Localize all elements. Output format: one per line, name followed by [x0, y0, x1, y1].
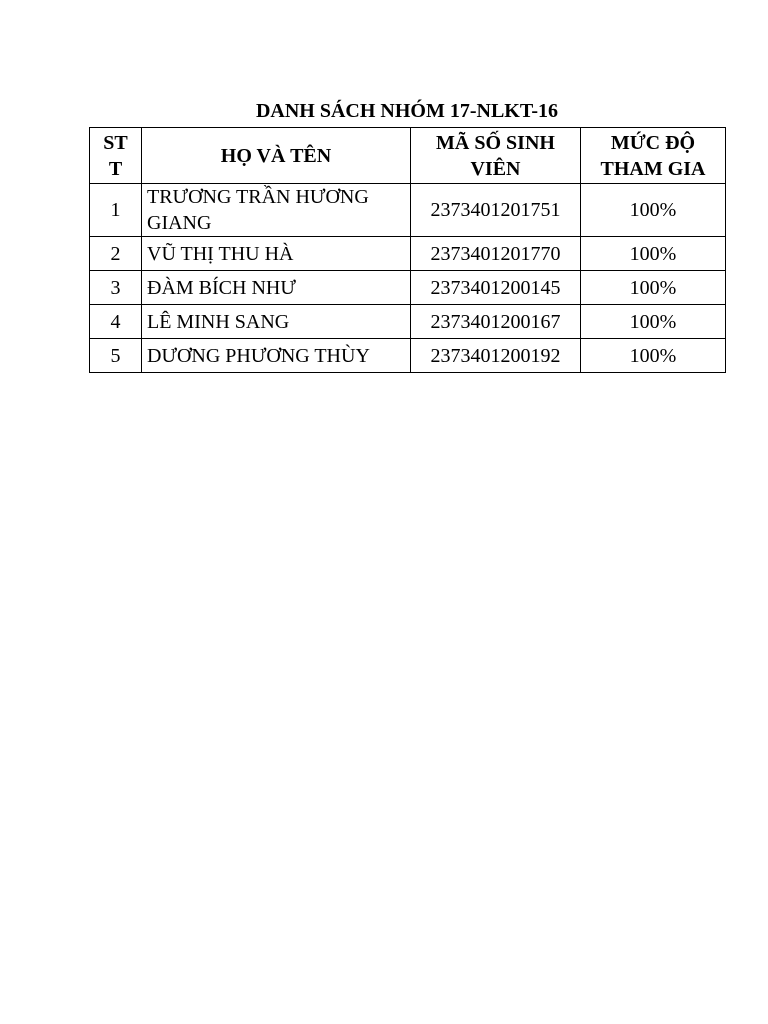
cell-name: LÊ MINH SANG	[142, 305, 411, 339]
cell-stt: 3	[90, 271, 142, 305]
cell-student-id: 2373401201751	[411, 184, 581, 237]
cell-participation: 100%	[581, 184, 726, 237]
cell-participation: 100%	[581, 305, 726, 339]
table-row	[90, 339, 726, 373]
header-name	[142, 128, 411, 184]
cell-name-line1: TRƯƠNG TRẦN HƯƠNG	[147, 186, 369, 208]
cell-stt: 1	[90, 184, 142, 237]
cell-name: VŨ THỊ THU HÀ	[142, 237, 411, 271]
cell-participation: 100%	[581, 237, 726, 271]
header-participation-line1: MỨC ĐỘ	[610, 131, 696, 154]
table-row	[90, 271, 726, 305]
header-student-id-line1: MÃ SỐ SINH	[436, 131, 555, 154]
cell-name: ĐÀM BÍCH NHƯ	[142, 271, 411, 305]
header-participation-line2: THAM GIA	[600, 157, 706, 180]
header-student-id	[411, 128, 581, 184]
header-row	[90, 128, 726, 184]
header-stt	[90, 128, 142, 184]
cell-stt: 4	[90, 305, 142, 339]
table-row	[90, 184, 726, 237]
cell-student-id: 2373401200167	[411, 305, 581, 339]
cell-name	[142, 184, 411, 237]
cell-student-id: 2373401200145	[411, 271, 581, 305]
table-row	[90, 237, 726, 271]
cell-participation: 100%	[581, 339, 726, 373]
cell-stt: 5	[90, 339, 142, 373]
table-row	[90, 305, 726, 339]
cell-name-line2: GIANG	[147, 212, 212, 234]
cell-student-id: 2373401200192	[411, 339, 581, 373]
cell-student-id: 2373401201770	[411, 237, 581, 271]
member-table	[89, 127, 726, 373]
header-participation	[581, 128, 726, 184]
header-stt-line2: T	[108, 157, 123, 180]
cell-name: DƯƠNG PHƯƠNG THÙY	[142, 339, 411, 373]
cell-stt: 2	[90, 237, 142, 271]
cell-participation: 100%	[581, 271, 726, 305]
document-title: DANH SÁCH NHÓM 17-NLKT-16	[255, 100, 559, 122]
header-name-text: HỌ VÀ TÊN	[220, 144, 332, 167]
header-stt-line1: ST	[103, 131, 128, 154]
header-student-id-line2: VIÊN	[470, 157, 521, 180]
